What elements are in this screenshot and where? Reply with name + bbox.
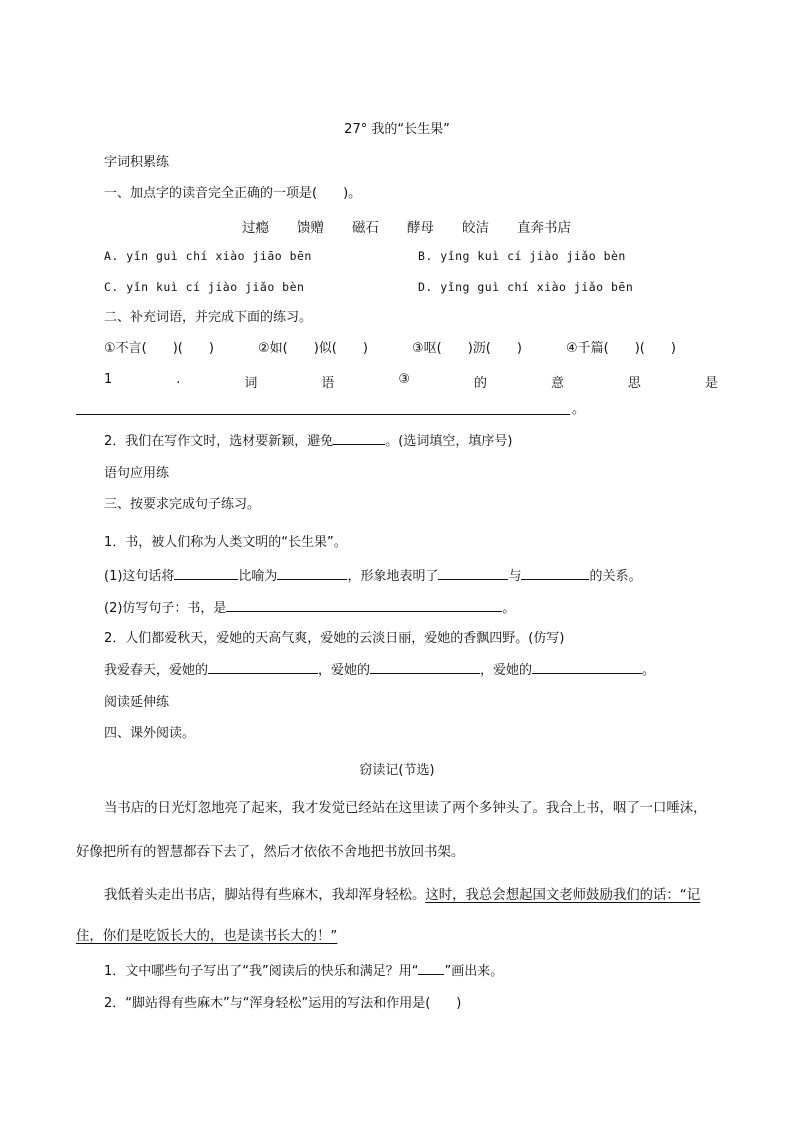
text: 。(选词填空，填序号) (385, 434, 513, 449)
word: 馈赠 (297, 220, 324, 236)
answer-blank[interactable] (208, 672, 318, 674)
text: 我爱春天，爱她的 (104, 663, 209, 678)
sub-question (104, 434, 512, 450)
passage-paragraph (104, 888, 700, 904)
sub-question: 1．书，被人们称为人类文明的“长生果”。 (104, 535, 347, 550)
word: 过瘾 (242, 220, 269, 236)
question-stem: 一、加点字的读音完全正确的一项是( )。 (104, 186, 362, 201)
answer-blank[interactable] (277, 578, 347, 580)
text: 2．我们在写作文时，选材要新颖，避免 (104, 434, 334, 449)
char: 思 (627, 376, 641, 391)
text: 1．文中哪些句子写出了“我”阅读后的快乐和满足？用“ (104, 964, 419, 979)
char: ③ (398, 372, 410, 387)
option-c: C. yǐn kuì cí jiào jiǎo bèn (104, 280, 305, 294)
text: 比喻为 (238, 569, 278, 584)
char: 的 (473, 376, 487, 391)
sub-question (104, 964, 503, 980)
fill-sentence (104, 601, 515, 617)
spaced-line (104, 372, 718, 391)
char: . (176, 372, 181, 387)
fill-item: ④千篇( )( ) (566, 341, 676, 356)
word-list (242, 216, 571, 236)
fill-item: ②如( )似( ) (258, 341, 368, 356)
text: 与 (508, 569, 522, 584)
question-stem: 三、按要求完成句子练习。 (104, 497, 261, 512)
text: ”画出来。 (444, 964, 504, 979)
option-a: A. yǐn guì chí xiào jiāo bēn (104, 249, 312, 263)
char: 1 (104, 372, 113, 387)
answer-line[interactable] (76, 414, 570, 415)
answer-blank[interactable] (438, 578, 508, 580)
answer-blank[interactable] (532, 672, 642, 674)
page-title: 27° 我的“长生果” (344, 122, 450, 137)
answer-blank[interactable] (370, 672, 480, 674)
answer-blank[interactable] (333, 443, 385, 445)
word: 直奔书店 (517, 220, 571, 236)
fill-item: ①不言( )( ) (104, 341, 214, 356)
passage-title: 窃读记(节选) (359, 763, 435, 778)
word: 磁石 (352, 220, 379, 236)
fill-item: ③呕( )沥( ) (412, 341, 522, 356)
sub-question: 2．人们都爱秋天，爱她的天高气爽，爱她的云淡日丽，爱她的香飘四野。(仿写) (104, 631, 565, 646)
text: 。 (502, 601, 516, 616)
fill-sentence (104, 663, 655, 679)
passage-paragraph (76, 929, 337, 945)
option-d: D. yǐng guì chí xiào jiǎo bēn (418, 280, 634, 294)
word: 皎洁 (462, 220, 489, 236)
passage-paragraph: 当书店的日光灯忽地亮了起来，我才发觉已经站在这里读了两个多钟头了。我合上书，咽了一口唾沫， (104, 801, 707, 816)
underline-mark (418, 973, 444, 975)
answer-blank[interactable] (226, 610, 502, 612)
text: 我低着头走出书店，脚站得有些麻木，我却浑身轻松。 (104, 888, 426, 903)
fill-sentence (104, 569, 641, 585)
char: 词 (244, 376, 258, 391)
sub-question: 2．“脚站得有些麻木”与“浑身轻松”运用的写法和作用是( ) (104, 996, 462, 1011)
underlined-sentence: 这时，我总会想起国文老师鼓励我们的话：“记 (425, 888, 701, 903)
word: 酵母 (407, 220, 434, 236)
char: 语 (321, 376, 335, 391)
char: 是 (704, 376, 718, 391)
text: ，爱她的 (318, 663, 371, 678)
answer-blank[interactable] (521, 578, 589, 580)
section-heading: 字词积累练 (104, 155, 170, 170)
text: 。 (642, 663, 656, 678)
text: 的关系。 (589, 569, 642, 584)
text: ，爱她的 (480, 663, 533, 678)
char: 意 (550, 376, 564, 391)
period: 。 (572, 402, 586, 417)
text: (1)这句话将 (104, 569, 175, 584)
underlined-sentence: 住，你们是吃饭长大的，也是读书长大的！” (76, 929, 338, 944)
section-heading: 阅读延伸练 (104, 695, 170, 710)
question-stem: 二、补充词语，并完成下面的练习。 (104, 310, 313, 325)
text: ，形象地表明了 (347, 569, 439, 584)
question-stem: 四、课外阅读。 (104, 726, 196, 741)
section-heading: 语句应用练 (104, 466, 170, 481)
passage-paragraph: 好像把所有的智慧都吞下去了，然后才依依不舍地把书放回书架。 (76, 845, 465, 860)
option-b: B. yǐng kuì cí jiào jiǎo bèn (418, 249, 626, 263)
answer-blank[interactable] (174, 578, 238, 580)
text: (2)仿写句子：书，是 (104, 601, 227, 616)
